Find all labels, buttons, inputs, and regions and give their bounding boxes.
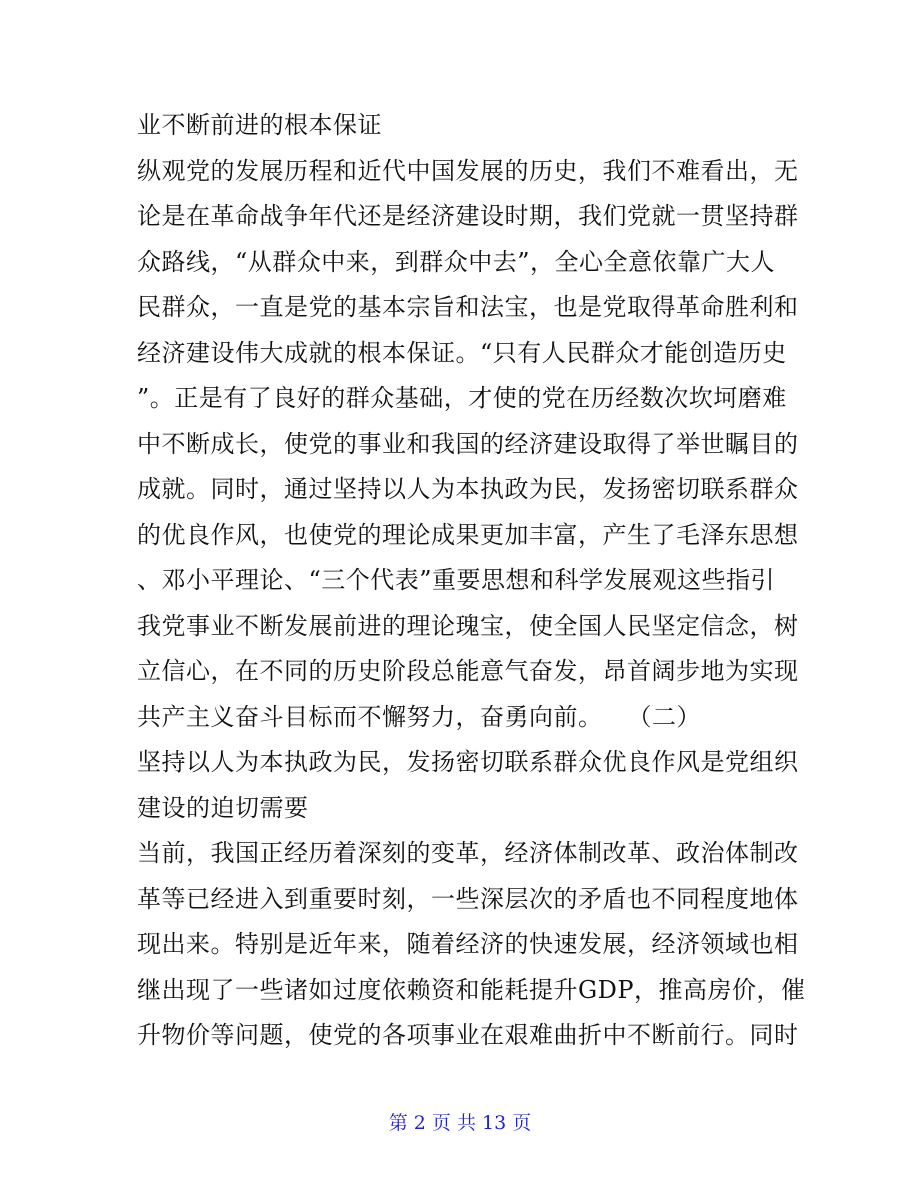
text-line: 当前，我国正经历着深刻的变革，经济体制改革、政治体制改 (137, 839, 799, 867)
text-line: 继出现了一些诸如过度依赖资和能耗提升GDP，推高房价，催 (137, 975, 806, 1004)
text-line: 立信心，在不同的历史阶段总能意气奋发，昂首阔步地为实现 (137, 657, 799, 685)
text-line: 论是在革命战争年代还是经济建设时期，我们党就一贯坚持群 (137, 202, 799, 230)
text-line: 我党事业不断发展前进的理论瑰宝，使全国人民坚定信念，树 (137, 611, 799, 640)
text-line: 升物价等问题，使党的各项事业在艰难曲折中不断前行。同时 (137, 1021, 799, 1049)
text-line: 经济建设伟大成就的根本保证。“只有人民群众才能创造历史 (137, 338, 787, 367)
text-line: 的优良作风，也使党的理论成果更加丰富，产生了毛泽东思想 (137, 520, 799, 549)
text-line: 业不断前进的根本保证 (137, 111, 382, 139)
text-line: 中不断成长，使党的事业和我国的经济建设取得了举世瞩目的 (137, 429, 799, 458)
text-line: ”。正是有了良好的群众基础，才使的党在历经数次坎坷磨难 (137, 384, 787, 412)
text-line: 纵观党的发展历程和近代中国发展的历史，我们不难看出，无 (137, 156, 799, 185)
text-line: 革等已经进入到重要时刻，一些深层次的矛盾也不同程度地体 (137, 884, 799, 913)
text-line: 成就。同时，通过坚持以人为本执政为民，发扬密切联系群众 (137, 475, 799, 503)
text-line: 民群众，一直是党的基本宗旨和法宝，也是党取得革命胜利和 (137, 293, 799, 321)
text-line: 建设的迫切需要 (137, 793, 309, 822)
text-line: 共产主义奋斗目标而不懈努力，奋勇向前。 （二） (137, 702, 701, 731)
text-line: 、邓小平理论、“三个代表”重要思想和科学发展观这些指引 (137, 566, 776, 594)
document-body (137, 103, 806, 1059)
text-line: 坚持以人为本执政为民，发扬密切联系群众优良作风是党组织 (137, 748, 799, 776)
text-line: 现出来。特别是近年来，随着经济的快速发展，经济领域也相 (137, 930, 799, 958)
text-line: 众路线，“从群众中来，到群众中去”，全心全意依靠广大人 (137, 247, 776, 276)
page-number: 第 2 页 共 13 页 (388, 1112, 532, 1134)
